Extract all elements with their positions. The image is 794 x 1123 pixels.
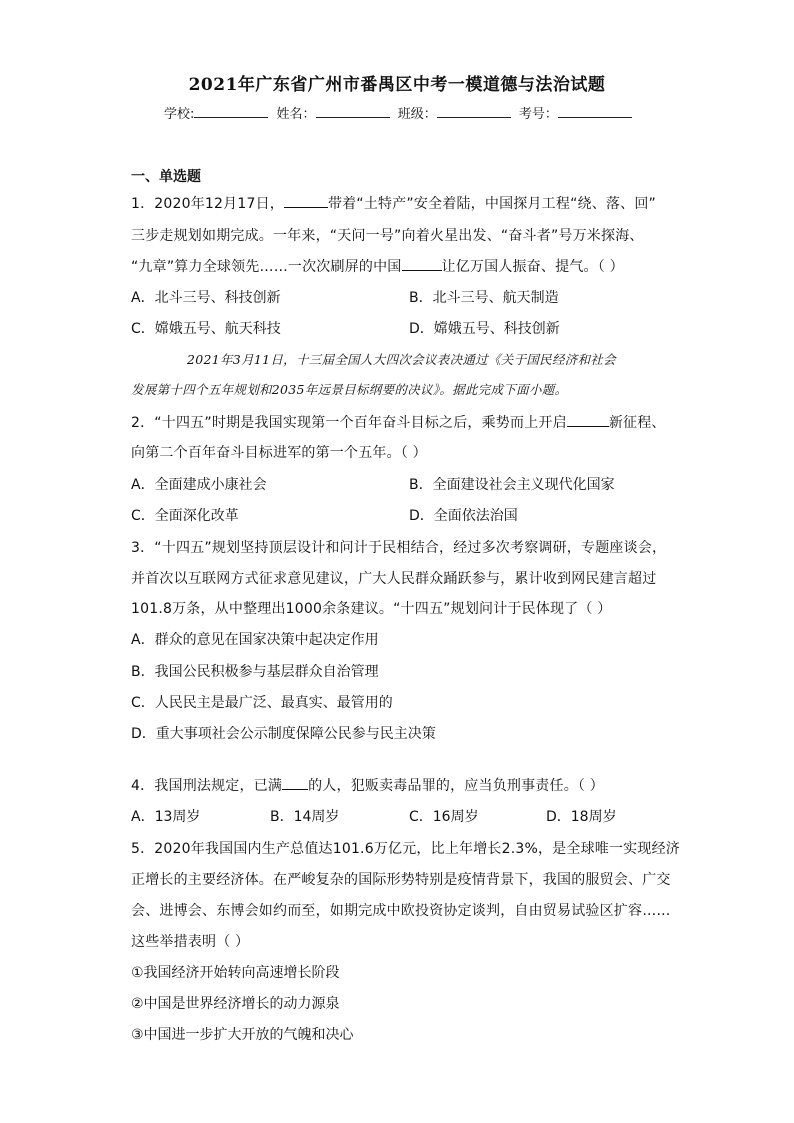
q1-text-3b: 让亿万国人振奋、提气。（ ） <box>441 259 624 275</box>
q1-blank-1 <box>284 195 328 208</box>
q5-line-1: 5．2020年我国国内生产总值达101.6万亿元，比上年增长2.3%，是全球唯一实现经济 <box>131 841 680 857</box>
q4-blank <box>282 777 308 790</box>
page-title: 2021年广东省广州市番禺区中考一模道德与法治试题 <box>188 75 606 95</box>
name-blank <box>316 105 390 118</box>
q4-option-b: B．14周岁 <box>270 809 340 825</box>
q4-text-1b: 的人，犯贩卖毒品罪的，应当负刑事责任。（ ） <box>308 778 604 794</box>
q3-option-a: A．群众的意见在国家决策中起决定作用 <box>131 632 379 648</box>
q1-option-b: B．北斗三号、航天制造 <box>409 290 559 306</box>
q2-line-2: 向第二个百年奋斗目标进军的第一个五年。（ ） <box>131 445 427 461</box>
q1-line-2: 三步走规划如期完成。一年来，“天问一号”向着火星出发、“奋斗者”号万米探海、 <box>131 228 644 244</box>
q5-item-3: ③中国进一步扩大开放的气魄和决心 <box>131 1027 354 1043</box>
q3-line-1: 3．“十四五”规划坚持顶层设计和问计于民相结合，经过多次考察调研，专题座谈会， <box>131 540 667 556</box>
q2-option-a: A．全面建成小康社会 <box>131 477 267 493</box>
q1-blank-2 <box>402 258 442 271</box>
material-line-1: 2021年3月11日，十三届全国人大四次会议表决通过《关于国民经济和社会 <box>187 352 616 367</box>
school-blank <box>194 105 268 118</box>
q2-blank <box>567 414 609 427</box>
q3-option-b: B．我国公民积极参与基层群众自治管理 <box>131 664 379 680</box>
q2-option-c: C．全面深化改革 <box>131 508 239 524</box>
class-blank <box>437 105 511 118</box>
q5-item-1: ①我国经济开始转向高速增长阶段 <box>131 965 340 981</box>
q1-text-1b: 带着“土特产”安全着陆，中国探月工程“绕、落、回” <box>327 196 656 212</box>
number-label: 考号： <box>518 107 558 122</box>
q1-option-c: C．嫦娥五号、航天科技 <box>131 321 281 337</box>
student-info-line <box>164 103 634 122</box>
q4-option-a: A．13周岁 <box>131 809 201 825</box>
q1-text-3a: “九章”算力全球领先……一次次刷屏的中国 <box>131 259 402 275</box>
q2-text-1a: 2．“十四五”时期是我国实现第一个百年奋斗目标之后，乘势而上开启 <box>131 415 567 431</box>
q3-line-3: 101.8万条，从中整理出1000余条建议。“十四五”规划问计于民体现了（ ） <box>131 601 612 617</box>
q1-line-1 <box>131 193 656 213</box>
q5-line-2: 正增长的主要经济体。在严峻复杂的国际形势特别是疫情背景下，我国的服贸会、广交 <box>131 872 671 888</box>
material-line-2: 发展第十四个五年规划和2035年远景目标纲要的决议》。据此完成下面小题。 <box>131 382 568 397</box>
q4-option-d: D．18周岁 <box>546 809 617 825</box>
q3-option-c: C．人民民主是最广泛、最真实、最管用的 <box>131 695 393 711</box>
school-label: 学校: <box>164 107 195 122</box>
name-label: 姓名： <box>276 107 316 122</box>
q4-option-c: C．16周岁 <box>409 809 479 825</box>
q1-option-a: A．北斗三号、科技创新 <box>131 290 281 306</box>
q2-text-1b: 新征程、 <box>608 415 666 431</box>
q1-option-d: D．嫦娥五号、科技创新 <box>409 321 560 337</box>
q5-line-3: 会、进博会、东博会如约而至，如期完成中欧投资协定谈判，自由贸易试验区扩容…… <box>131 903 671 919</box>
q3-line-2: 并首次以互联网方式征求意见建议，广大人民群众踊跃参与，累计收到网民建言超过 <box>131 571 657 587</box>
q3-option-d: D．重大事项社会公示制度保障公民参与民主决策 <box>131 726 436 742</box>
section-title: 一、单选题 <box>131 169 201 185</box>
number-blank <box>558 105 632 118</box>
q5-line-4: 这些举措表明（ ） <box>131 934 250 950</box>
q2-line-1 <box>131 412 666 432</box>
q1-text-1a: 1．2020年12月17日， <box>131 196 284 212</box>
q1-line-3 <box>131 256 624 276</box>
q2-option-d: D．全面依法治国 <box>409 508 518 524</box>
q4-line-1 <box>131 775 604 795</box>
q5-item-2: ②中国是世界经济增长的动力源泉 <box>131 996 340 1012</box>
q4-text-1a: 4．我国刑法规定，已满 <box>131 778 283 794</box>
class-label: 班级： <box>397 107 437 122</box>
q2-option-b: B．全面建设社会主义现代化国家 <box>409 477 615 493</box>
